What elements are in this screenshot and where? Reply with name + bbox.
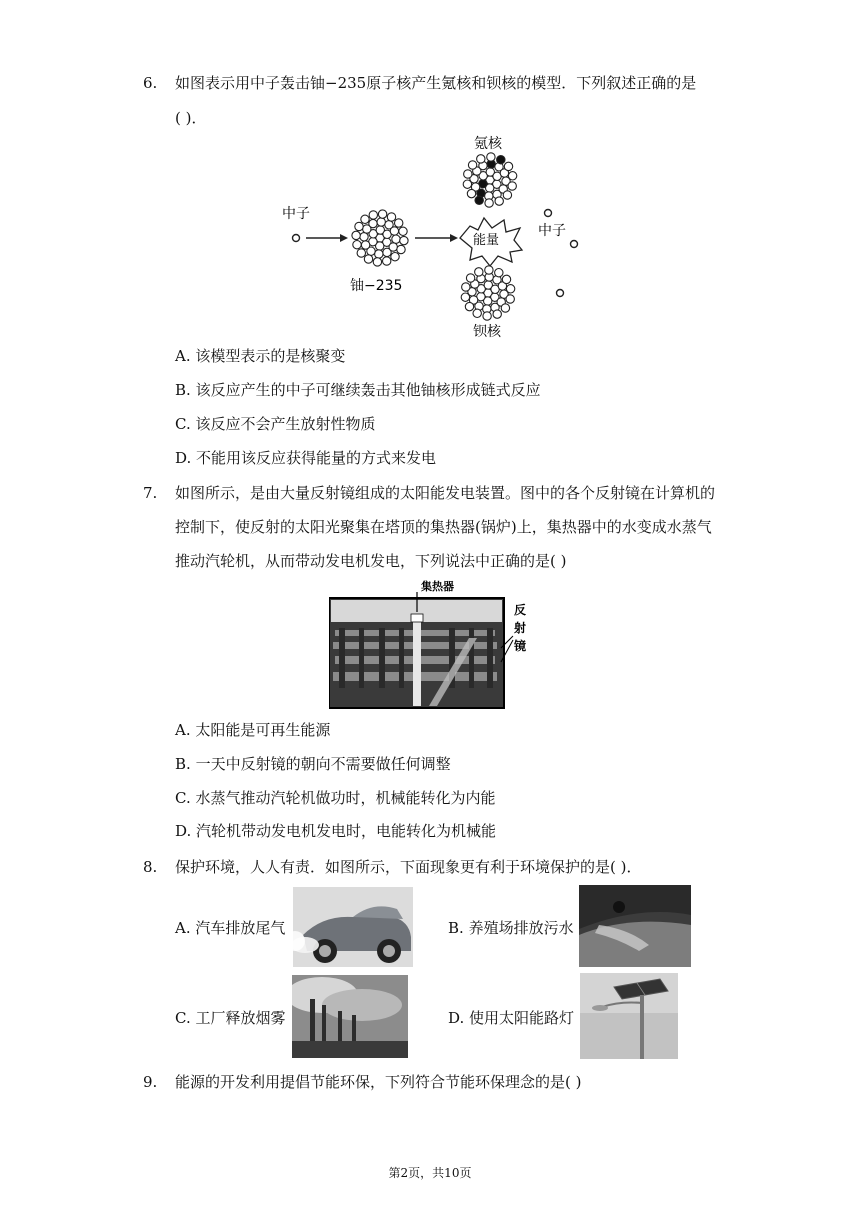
fission-diagram-svg [270, 130, 590, 345]
nucleon [465, 302, 473, 310]
solar-tower-photo [329, 578, 529, 710]
nucleon [360, 233, 368, 241]
nucleon [377, 218, 385, 226]
nucleon [504, 162, 512, 170]
label-neutron-in: 中子 [282, 206, 310, 222]
label-mirror-char-2: 射 [514, 621, 527, 635]
option-letter: A. [175, 919, 191, 937]
q8-stem: 保护环境，人人有责．如图所示，下面现象更有利于环境保护的是( )． [175, 858, 642, 876]
q8-option-d[interactable] [448, 1008, 574, 1028]
option-letter: C. [175, 415, 191, 433]
nucleon [493, 310, 501, 318]
option-letter: B. [175, 381, 191, 399]
nucleon [361, 241, 369, 249]
nucleon [464, 170, 472, 178]
neutron-out-2 [571, 241, 578, 248]
q6-option-b[interactable] [175, 380, 541, 400]
q9-number: 9. [143, 1073, 158, 1091]
nucleon [361, 215, 369, 223]
nucleon [353, 241, 361, 249]
q9-stem: 能源的开发利用提倡节能环保，下列符合节能环保理念的是( ) [175, 1073, 582, 1091]
option-letter: C. [175, 789, 191, 807]
q6-option-c[interactable] [175, 414, 376, 434]
page-footer: 第2页，共10页 [388, 1166, 472, 1180]
option-text: 该模型表示的是核聚变 [195, 347, 346, 365]
q7-number: 7. [143, 484, 158, 502]
option-text: 水蒸气推动汽轮机做功时，机械能转化为内能 [195, 789, 496, 807]
q6-option-d[interactable] [175, 448, 436, 468]
sewage-photo [579, 885, 691, 967]
q7-stem-line3: 推动汽轮机，从而带动发电机发电，下列说法中正确的是( ) [175, 552, 567, 570]
nucleon [397, 245, 405, 253]
nucleon [467, 189, 475, 197]
fission-diagram [270, 130, 590, 345]
q7-option-a[interactable] [175, 720, 330, 740]
nucleon [495, 197, 503, 205]
nucleon [508, 172, 516, 180]
label-collector: 集热器 [421, 580, 454, 593]
nucleon [462, 283, 470, 291]
nucleon [466, 274, 474, 282]
nucleon [355, 222, 363, 230]
option-letter: A. [175, 347, 191, 365]
label-barium: 钡核 [473, 324, 501, 340]
option-text: 养殖场排放污水 [468, 919, 574, 937]
q7-option-b[interactable] [175, 754, 451, 774]
car-exhaust-photo [293, 887, 413, 967]
option-letter: C. [175, 1009, 191, 1027]
q8-number: 8. [143, 858, 158, 876]
nucleon [390, 227, 398, 235]
nucleon [375, 250, 383, 258]
nucleon [399, 227, 407, 235]
nucleon [463, 180, 471, 188]
option-letter: D. [175, 449, 192, 467]
option-text: 汽轮机带动发电机发电时，电能转化为机械能 [196, 822, 497, 840]
tower [413, 618, 421, 706]
neutron-in [293, 235, 300, 242]
option-text: 该反应不会产生放射性物质 [195, 415, 376, 433]
krypton-nucleus [463, 153, 517, 207]
nucleon [485, 266, 493, 274]
option-letter: D. [448, 1009, 465, 1027]
q8-option-b[interactable] [448, 918, 574, 938]
q7-option-d[interactable] [175, 821, 496, 841]
nucleon [477, 155, 485, 163]
option-text: 不能用该反应获得能量的方式来发电 [196, 449, 437, 467]
nucleon [473, 309, 481, 317]
option-letter: B. [448, 919, 464, 937]
nucleon [391, 253, 399, 261]
label-uranium: 铀−235 [350, 278, 403, 294]
nucleon [475, 268, 483, 276]
q7-option-c[interactable] [175, 788, 496, 808]
nucleon [369, 219, 377, 227]
nucleon [395, 219, 403, 227]
label-mirror [514, 602, 526, 653]
nucleon [487, 153, 495, 161]
nucleon [503, 191, 511, 199]
option-text: 使用太阳能路灯 [469, 1009, 575, 1027]
label-krypton: 氪核 [474, 136, 502, 152]
option-letter: D. [175, 822, 192, 840]
option-text: 一天中反射镜的朝向不需要做任何调整 [195, 755, 451, 773]
uranium-nucleus [352, 210, 408, 266]
nucleon [357, 249, 365, 257]
nucleon [501, 304, 509, 312]
q8-option-a[interactable] [175, 918, 285, 938]
q6-stem-line1: 如图表示用中子轰击铀−235原子核产生氪核和钡核的模型．下列叙述正确的是 [175, 74, 697, 92]
nucleon [373, 258, 381, 266]
nucleon [383, 257, 391, 265]
nucleon [508, 182, 516, 190]
option-letter: A. [175, 721, 191, 739]
nucleon [389, 243, 397, 251]
nucleon [483, 312, 491, 320]
nucleon [378, 210, 386, 218]
option-text: 该反应产生的中子可继续轰击其他铀核形成链式反应 [195, 381, 541, 399]
q7-stem-line2: 控制下，使反射的太阳光聚集在塔顶的集热器(锅炉)上，集热器中的水变成水蒸气 [175, 518, 712, 536]
nucleon [495, 269, 503, 277]
nucleon [506, 285, 514, 293]
q6-option-a[interactable] [175, 346, 345, 366]
nucleon [461, 293, 469, 301]
label-mirror-char-3: 镜 [514, 639, 527, 653]
nucleon [475, 196, 483, 204]
nucleon [364, 255, 372, 263]
option-text: 太阳能是可再生能源 [195, 721, 331, 739]
collector-box [411, 614, 423, 622]
neutron-out-1 [545, 210, 552, 217]
q6-stem-line2: ( )． [175, 109, 207, 127]
nucleon [497, 156, 505, 164]
nucleon [392, 235, 400, 243]
q6-number: 6. [143, 74, 158, 92]
label-neutron-out: 中子 [538, 223, 566, 239]
option-letter: B. [175, 755, 191, 773]
label-energy: 能量 [473, 233, 500, 248]
nucleon [468, 161, 476, 169]
q7-stem-line1: 如图所示，是由大量反射镜组成的太阳能发电装置。图中的各个反射镜在计算机的 [175, 484, 716, 502]
factory-smoke-photo [292, 975, 408, 1058]
option-text: 汽车排放尾气 [195, 919, 286, 937]
nucleon [506, 295, 514, 303]
label-mirror-char-1: 反 [514, 603, 527, 617]
nucleon [502, 275, 510, 283]
solar-streetlight-photo [580, 973, 678, 1059]
nucleon [369, 211, 377, 219]
neutron-out-3 [557, 290, 564, 297]
option-text: 工厂释放烟雾 [195, 1009, 286, 1027]
nucleon [485, 199, 493, 207]
nucleon [352, 231, 360, 239]
q8-option-c[interactable] [175, 1008, 286, 1028]
barium-nucleus [461, 266, 515, 320]
nucleon [400, 236, 408, 244]
nucleon [387, 213, 395, 221]
